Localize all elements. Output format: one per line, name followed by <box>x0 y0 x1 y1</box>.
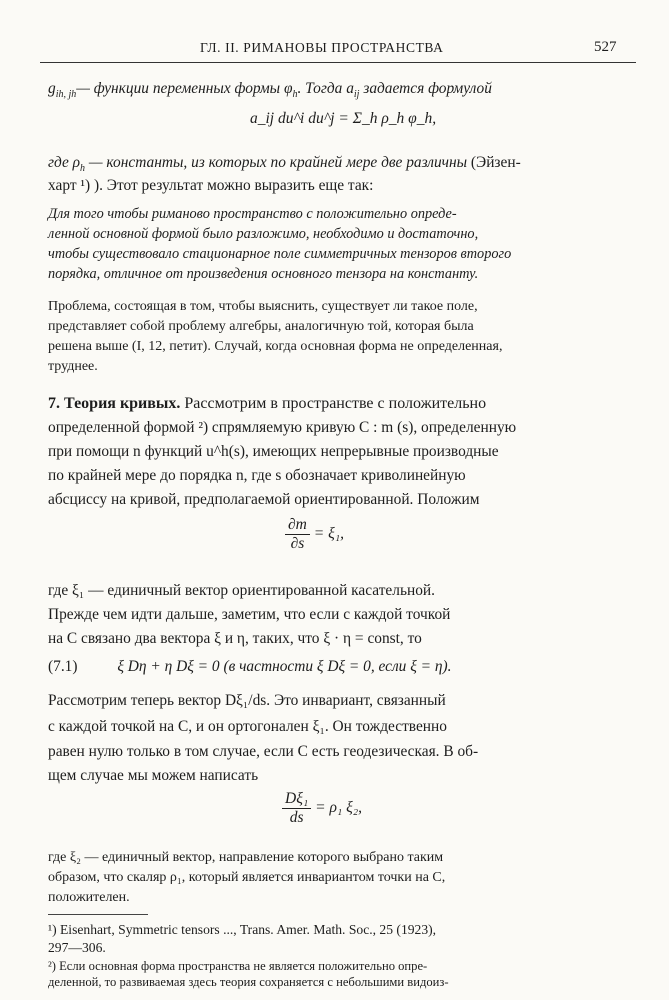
footnote-1-line-1: ¹) Eisenhart, Symmetric tensors ..., Trans. Amer. Math. Soc., 25 (1923), <box>48 922 437 937</box>
intro-line-4: харт ¹) ). Этот результат можно выразить еще так: <box>48 177 374 194</box>
theorem-line-1: Для того чтобы риманово пространство с положительно опреде- <box>48 206 457 222</box>
problem-line-4: труднее. <box>48 359 98 374</box>
header-rule <box>40 62 636 63</box>
section7-line-8: на C связано два вектора ξ и η, таких, что ξ · η = const, то <box>48 630 422 647</box>
section7-line-2: определенной формой ²) спрямляемую кривую C : m (s), определенную <box>48 419 517 436</box>
intro-line-3: где $\rho_h$ — константы, из которых по крайней мере две различны (Эйзен- <box>48 154 521 175</box>
page-number: 527 <box>594 39 617 55</box>
section7-line-1: 7. Теория кривых. Рассмотрим в пространстве с положительно <box>48 395 487 412</box>
formula-ds2: a_ij du^i du^j = Σ_h ρ_h φ_h, <box>250 110 437 127</box>
footnote-2-line-1: ²) Если основная форма пространства не является положительно опре- <box>48 959 428 973</box>
problem-line-2: представляет собой проблему алгебры, аналогичную той, которая была <box>48 319 474 334</box>
problem-line-1: Проблема, состоящая в том, чтобы выяснить, существует ли такое поле, <box>48 299 478 314</box>
section7-line-9: Рассмотрим теперь вектор Dξ₁/ds. Это инвариант, связанный <box>48 692 446 709</box>
section7-line-7: Прежде чем идти дальше, заметим, что если с каждой точкой <box>48 606 451 623</box>
section7-line-15: положителен. <box>48 890 130 905</box>
intro-line-1: $g_{ih, jh}—$ функции переменных формы $\varphi_h$. Тогда $a_{ij}$ задается формулой <box>48 80 492 101</box>
theorem-line-3: чтобы существовало стационарное поле симметричных тензоров второго <box>48 246 512 262</box>
section7-line-10: с каждой точкой на C, и он ортогонален ξ₁. Он тождественно <box>48 718 447 735</box>
footnote-1-line-2: 297—306. <box>48 940 106 955</box>
problem-line-3: решена выше (I, 12, петит). Случай, когда основная форма не определенная, <box>48 339 503 354</box>
section-heading: 7. Теория кривых. <box>48 395 181 412</box>
section7-line-14: образом, что скаляр ρ₁, который является инвариантом точки на C, <box>48 870 446 885</box>
equation-label: (7.1) <box>48 658 78 675</box>
theorem-line-4: порядка, отличное от произведения основного тензора на константу. <box>48 266 479 282</box>
section7-line-13: где ξ₂ — единичный вектор, направление которого выбрано таким <box>48 850 444 865</box>
section7-line-4: по крайней мере до порядка n, где s обозначает криволинейную <box>48 467 466 484</box>
equation-7-1: (7.1) ξ Dη + η Dξ = 0 (в частности ξ Dξ = 0, если ξ = η). <box>48 658 452 675</box>
section7-line-12: щем случае мы можем написать <box>48 767 259 784</box>
section7-line-3: при помощи n функций u^h(s), имеющих непрерывные производные <box>48 443 499 460</box>
formula-curvature: $\frac{\text{Dξ₁}}{ds}$ = ρ₁ ξ₂, <box>282 790 362 827</box>
footnote-2-line-2: деленной, то развиваемая здесь теория сохраняется с небольшими видоиз- <box>48 975 449 989</box>
footnote-rule <box>48 914 148 915</box>
section7-line-11: равен нулю только в том случае, если C есть геодезическая. В об- <box>48 743 479 760</box>
running-header: ГЛ. II. РИМАНОВЫ ПРОСТРАНСТВА <box>200 40 444 55</box>
section7-line-5: абсциссу на кривой, предполагаемой ориентированной. Положим <box>48 491 480 508</box>
section7-line-6: где ξ₁ — единичный вектор ориентированной касательной. <box>48 582 435 599</box>
theorem-line-2: ленной основной формой было разложимо, необходимо и достаточно, <box>48 226 479 242</box>
formula-tangent: $\frac{\partial m}{\partial s}$ = ξ₁, <box>285 516 344 553</box>
